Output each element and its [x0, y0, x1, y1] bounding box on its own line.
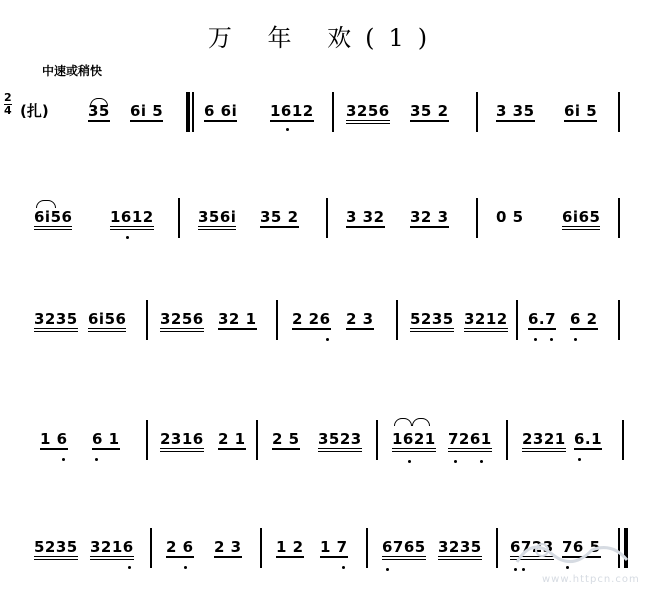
time-signature: 2 4: [4, 91, 12, 117]
intro-mark: (扎): [20, 102, 49, 120]
note-group: 35 2: [410, 102, 449, 120]
note-group: 3 32: [346, 208, 385, 226]
note-group: 1621: [392, 430, 436, 452]
note-group: 35 2: [260, 208, 299, 226]
note-group: 6i65: [562, 208, 600, 230]
note-group: 1 2: [276, 538, 304, 556]
note-group: 2 26: [292, 310, 331, 328]
note-group: 3212: [464, 310, 508, 332]
watermark-text: www.httpcn.com: [542, 574, 640, 585]
octave-dot: [480, 460, 483, 463]
page-title: 万 年 欢(1): [207, 24, 442, 52]
note-group: 6i 5: [130, 102, 164, 120]
barline: [396, 300, 398, 340]
barline: [256, 420, 258, 460]
note-group: 0 5: [496, 208, 524, 226]
site-watermark: [512, 532, 640, 592]
staff-row-1: [0, 92, 649, 132]
note-group: 2 3: [346, 310, 374, 328]
staff-row-3: [0, 300, 649, 340]
octave-dot: [574, 338, 577, 341]
tempo-marking: 中速或稍快: [42, 64, 103, 78]
note-group: 3216: [90, 538, 134, 560]
note-group: 3256: [346, 102, 390, 124]
note-group: 32 3: [410, 208, 449, 226]
octave-dot: [408, 460, 411, 463]
octave-dot: [286, 128, 289, 131]
note-group: 6723: [510, 538, 554, 560]
tie-mark: [394, 418, 412, 426]
barline: [622, 420, 624, 460]
octave-dot: [326, 338, 329, 341]
barline: [366, 528, 368, 568]
octave-dot: [454, 460, 457, 463]
note-group: 6765: [382, 538, 426, 560]
barline: [178, 198, 180, 238]
barline: [516, 300, 518, 340]
note-group: 2321: [522, 430, 566, 452]
note-group: 2 5: [272, 430, 300, 448]
barline: [506, 420, 508, 460]
barline: [618, 198, 620, 238]
note-group: 6i56: [34, 208, 72, 230]
note-group: 6i56: [88, 310, 126, 332]
note-group: 1612: [270, 102, 314, 120]
note-group: 2 3: [214, 538, 242, 556]
octave-dot: [128, 566, 131, 569]
barline: [146, 300, 148, 340]
note-group: 6 6i: [204, 102, 238, 120]
barline: [150, 528, 152, 568]
note-group: 6.1: [574, 430, 603, 448]
note-group: 1 6: [40, 430, 68, 448]
note-group: 5235: [34, 538, 78, 560]
note-group: 6i 5: [564, 102, 598, 120]
note-group: 3235: [438, 538, 482, 560]
note-group: 3235: [34, 310, 78, 332]
note-group: 2 6: [166, 538, 194, 556]
note-group: 6 2: [570, 310, 598, 328]
note-group: 2316: [160, 430, 204, 452]
barline: [192, 92, 194, 132]
octave-dot: [95, 458, 98, 461]
barline: [332, 92, 334, 132]
note-group: 2 1: [218, 430, 246, 448]
note-group: 7261: [448, 430, 492, 452]
octave-dot: [534, 338, 537, 341]
barline: [260, 528, 262, 568]
octave-dot: [578, 458, 581, 461]
tie-mark: [36, 200, 56, 208]
barline: [146, 420, 148, 460]
octave-dot: [550, 338, 553, 341]
staff-row-2: [0, 198, 649, 238]
note-group: 6.7: [528, 310, 557, 328]
barline: [618, 300, 620, 340]
note-group: 1 7: [320, 538, 348, 556]
octave-dot: [342, 566, 345, 569]
note-group: 5235: [410, 310, 454, 332]
note-group: 356i: [198, 208, 236, 230]
barline: [376, 420, 378, 460]
note-group: 32 1: [218, 310, 257, 328]
note-group: 3256: [160, 310, 204, 332]
note-group: 3523: [318, 430, 362, 452]
barline: [276, 300, 278, 340]
octave-dot: [386, 568, 389, 571]
octave-dot: [62, 458, 65, 461]
barline: [476, 198, 478, 238]
barline: [326, 198, 328, 238]
barline: [618, 92, 620, 132]
octave-dot: [126, 236, 129, 239]
note-group: 76 5: [562, 538, 601, 556]
note-group: 3 35: [496, 102, 535, 120]
tie-mark: [412, 418, 430, 426]
note-group: 35: [88, 102, 110, 120]
repeat-barline: [186, 92, 190, 132]
staff-row-4: [0, 420, 649, 460]
octave-dot: [184, 566, 187, 569]
watermark-logo-icon: [512, 532, 632, 576]
note-group: 1612: [110, 208, 154, 230]
barline: [496, 528, 498, 568]
barline: [476, 92, 478, 132]
note-group: 6 1: [92, 430, 120, 448]
